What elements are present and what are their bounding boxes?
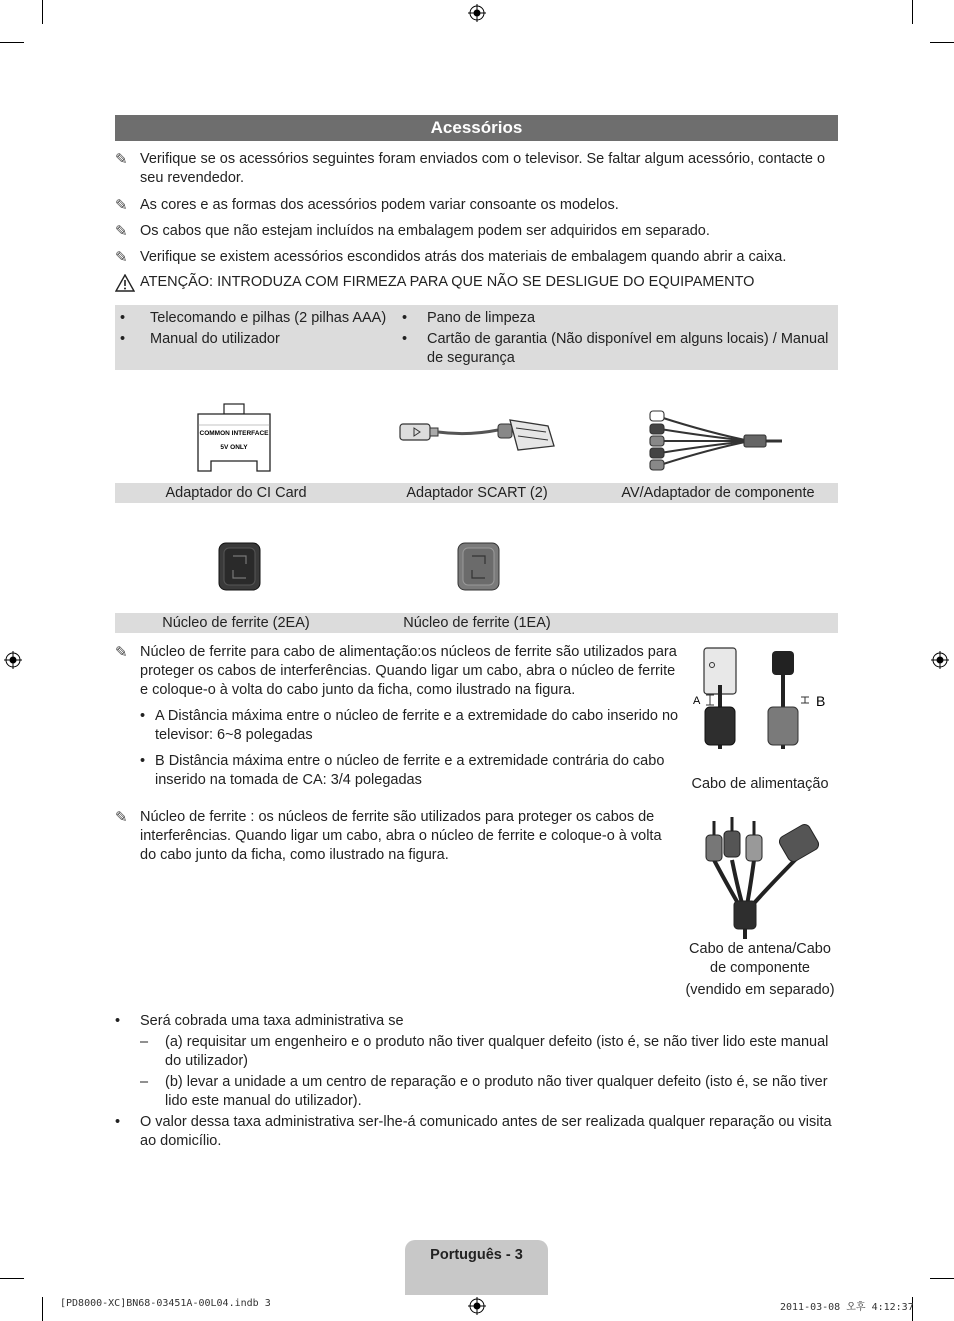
ferrite-core-1ea-image (456, 540, 501, 592)
figure-label-a: A (693, 695, 701, 707)
note-pen-icon: ✎ (115, 151, 128, 168)
label-b: B (155, 753, 165, 769)
note-text: Verifique se existem acessórios escondidos atrás dos materiais de embalagem quando abrir a caixa. (140, 249, 787, 265)
note-pen-icon: ✎ (115, 644, 128, 661)
warning-triangle-icon (115, 274, 135, 292)
note-text: Os cabos que não estejam incluídos na embalagem podem ser adquiridos em separado. (140, 223, 710, 239)
fee-intro: Será cobrada uma taxa administrativa se (140, 1013, 404, 1029)
note-pen-icon: ✎ (115, 223, 128, 240)
accessory-label: Núcleo de ferrite (1EA) (403, 615, 551, 631)
accessory-label: Adaptador do CI Card (165, 485, 307, 501)
scart-adapter-image (398, 412, 558, 462)
power-cable-ferrite-image (688, 645, 833, 755)
figure-label-b: B (816, 693, 826, 709)
antenna-cable-caption-2: de componente (710, 960, 810, 976)
warning-text: ATENÇÃO: INTRODUZA COM FIRMEZA PARA QUE NÃO SE DESLIGUE DO EQUIPAMENTO (140, 274, 755, 290)
ci-card-adapter-image (193, 403, 275, 479)
print-slug-file: [PD8000-XC]BN68-03451A-00L04.indb 3 (60, 1298, 271, 1309)
accessory-label: AV/Adaptador de componente (621, 485, 815, 501)
crop-mark (42, 1297, 43, 1321)
note-item (115, 196, 838, 216)
note-item (115, 150, 838, 190)
label-a: A (155, 708, 164, 724)
crop-mark (930, 1278, 954, 1279)
page-number-tab: Português - 3 (405, 1240, 548, 1295)
antenna-cable-caption-1: Cabo de antena/Cabo (689, 941, 831, 957)
crop-mark (930, 42, 954, 43)
antenna-cable-caption-3: (vendido em separado) (685, 982, 835, 998)
note-pen-icon: ✎ (115, 809, 128, 826)
ci-card-text-2: 5V ONLY (220, 444, 248, 451)
ferrite-core-2ea-image (217, 540, 262, 592)
note-pen-icon: ✎ (115, 197, 128, 214)
note-text: Núcleo de ferrite para cabo de alimentação:os núcleos de ferrite são utilizados para proteger os cabos de interferências. Quando ligar um cabo, abra o núcleo de ferrite e coloque-o à volta do cabo junto da ficha, como ilustrado na figura. (140, 644, 677, 698)
ci-card-text-1: COMMON INTERFACE (199, 430, 269, 437)
section-title: Acessórios (115, 115, 838, 141)
note-item (115, 808, 680, 868)
note-text: As cores e as formas dos acessórios podem variar consoante os modelos. (140, 197, 619, 213)
av-component-adapter-image (640, 405, 785, 477)
note-text: Verifique se os acessórios seguintes foram enviados com o televisor. Se faltar algum acessório, contacte o seu revendedor. (140, 151, 826, 186)
note-item (115, 643, 680, 703)
distance-b-text: Distância máxima entre o núcleo de ferrite e a extremidade contrária do cabo inserido na tomada de CA: 3/4 polegadas (155, 753, 665, 788)
note-item (115, 222, 838, 242)
note-item (115, 248, 838, 268)
registration-mark-icon (468, 1297, 486, 1315)
registration-mark-icon (468, 4, 486, 22)
distance-a-text: Distância máxima entre o núcleo de ferrite e a extremidade do cabo inserido no televisor: 6~8 polegadas (155, 708, 679, 743)
fee-value: O valor dessa taxa administrativa ser-lhe-á comunicado antes de ser realizada qualquer reparação ou visita ao domicílio. (140, 1114, 832, 1149)
note-pen-icon: ✎ (115, 249, 128, 266)
antenna-component-cable-image (700, 815, 830, 940)
accessory-label: Núcleo de ferrite (2EA) (162, 615, 310, 631)
crop-mark (0, 42, 24, 43)
crop-mark (0, 1278, 24, 1279)
registration-mark-icon (931, 651, 949, 669)
print-slug-date: 2011-03-08 오후 4:12:37 (780, 1302, 914, 1313)
note-text: Núcleo de ferrite : os núcleos de ferrite são utilizados para proteger os cabos de interferências. Quando ligar um cabo, abra o núcleo de ferrite e coloque-o à volta do cabo junto da ficha, como ilustrado na figura. (140, 809, 662, 863)
crop-mark (42, 0, 43, 24)
accessory-label: Adaptador SCART (2) (406, 485, 548, 501)
power-cable-caption: Cabo de alimentação (691, 776, 829, 792)
crop-mark (912, 0, 913, 24)
registration-mark-icon (4, 651, 22, 669)
